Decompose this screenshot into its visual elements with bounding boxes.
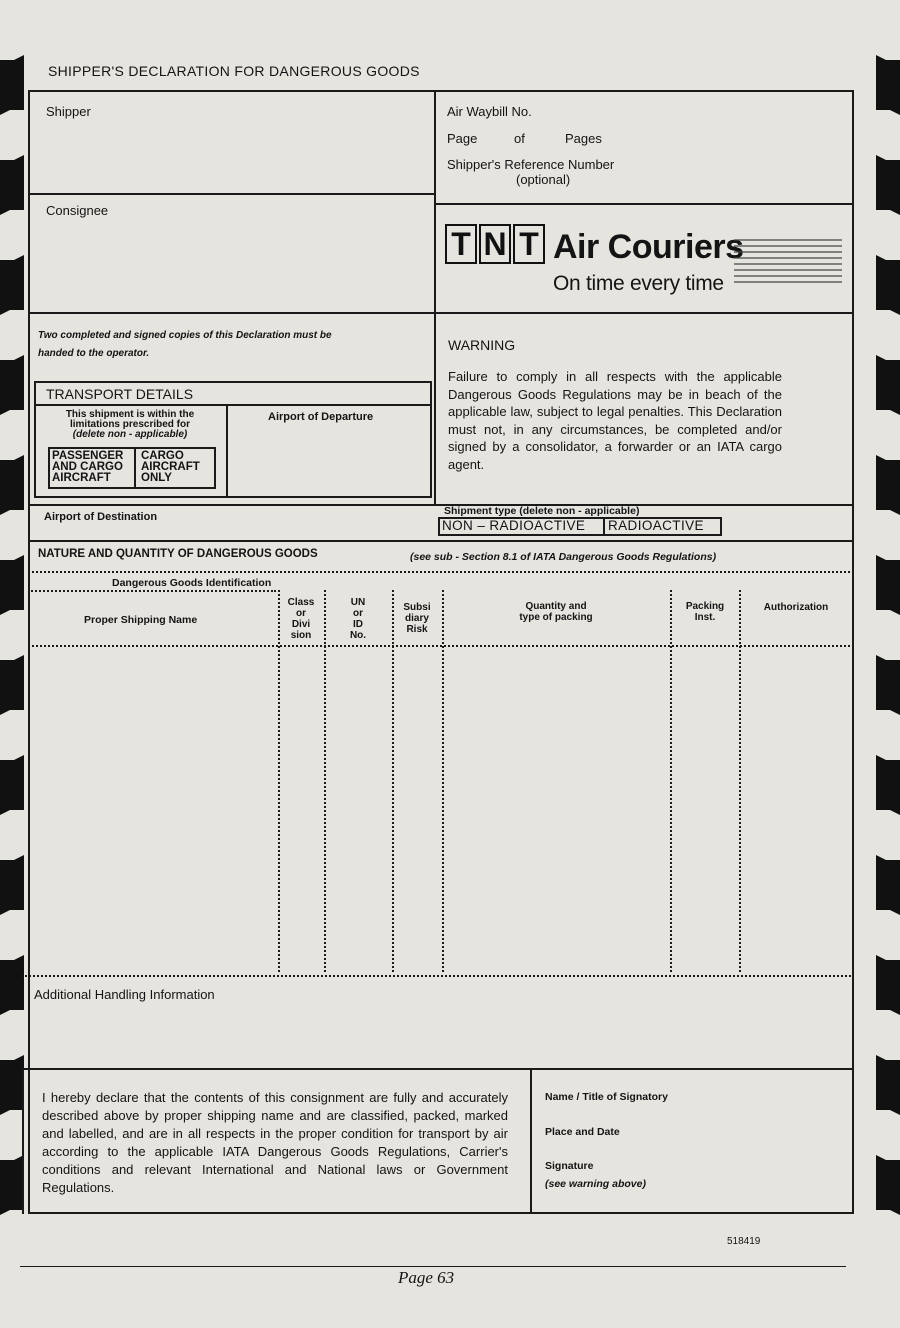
additional-handling-label: Additional Handling Information: [34, 987, 215, 1002]
place-date-field[interactable]: [540, 1140, 840, 1158]
see-sub-section: (see sub - Section 8.1 of IATA Dangerous Goods Regulations): [410, 551, 717, 563]
dg-identification-label: Dangerous Goods Identification: [112, 577, 272, 589]
col-quantity-1: Quantity and: [525, 601, 587, 612]
declaration-top-line: [22, 1068, 854, 1070]
logo-speed-lines-icon: [734, 234, 842, 290]
col-un-3: ID: [353, 619, 363, 630]
page-number: Page 63: [398, 1268, 455, 1287]
logo-letter-t2: T: [513, 224, 545, 264]
passenger-line1: PASSENGER: [52, 450, 124, 462]
signature-label: Signature: [545, 1160, 594, 1172]
name-title-field[interactable]: [540, 1104, 840, 1122]
col-un-2: or: [353, 608, 363, 619]
air-waybill-label: Air Waybill No.: [447, 104, 532, 119]
nature-quantity-label: NATURE AND QUANTITY OF DANGEROUS GOODS: [38, 548, 318, 560]
col-authorization: Authorization: [763, 602, 829, 613]
passenger-line3: AIRCRAFT: [52, 472, 111, 484]
additional-handling-field[interactable]: [30, 1005, 852, 1065]
airport-destination-field[interactable]: [230, 508, 430, 538]
airport-departure-field[interactable]: [230, 428, 430, 494]
col-class-4: sion: [290, 630, 312, 641]
col-class-1: Class: [287, 597, 315, 608]
dg-header-dotted-line: [28, 571, 854, 573]
see-warning-label: (see warning above): [545, 1178, 646, 1190]
logo-letter-n: N: [479, 224, 511, 264]
limitations-line1: This shipment is within the: [65, 409, 195, 420]
logo-letter-t1: T: [445, 224, 477, 264]
col-proper-shipping-name: Proper Shipping Name: [84, 614, 198, 626]
consignee-label: Consignee: [46, 203, 109, 218]
shipper-consignee-line: [28, 193, 434, 195]
nature-top-line: [28, 540, 854, 542]
dangerous-goods-entry-area[interactable]: [30, 648, 852, 970]
shipment-type-label: Shipment type (delete non - applicable): [444, 505, 640, 517]
name-title-label: Name / Title of Signatory: [545, 1091, 668, 1103]
cargo-line3: ONLY: [141, 472, 172, 484]
transport-divider: [226, 404, 228, 498]
dg-columns-dotted-line: [28, 645, 854, 647]
limitations-line3: (delete non - applicable): [72, 429, 188, 440]
declaration-left-edge: [22, 1068, 24, 1214]
shipper-reference-label: Shipper's Reference Number: [447, 157, 615, 172]
col-subsidiary-1: Subsi: [403, 602, 431, 613]
passenger-line2: AND CARGO: [52, 461, 123, 473]
non-radioactive-option[interactable]: NON – RADIOACTIVE: [442, 518, 586, 533]
col-un-1: UN: [350, 597, 366, 608]
signature-field[interactable]: [640, 1160, 840, 1194]
col-packing-2: Inst.: [694, 612, 716, 623]
warning-heading: WARNING: [448, 337, 516, 353]
airport-destination-label: Airport of Destination: [44, 511, 158, 523]
shipment-type-divider: [603, 517, 605, 536]
col-quantity-2: type of packing: [519, 612, 593, 623]
of-label: of: [514, 131, 525, 146]
footer-rule: [20, 1266, 846, 1267]
copies-note-line2: handed to the operator.: [38, 348, 150, 359]
col-packing-1: Packing: [685, 601, 725, 612]
warning-text: Failure to comply in all respects with the applicable Dangerous Goods Regulations may be in beach of the applicable law, subject to legal penalties. This Declaration must not, in any circumstances, be completed and/or signed by a consolidator, a forwarder or an IATA cargo agent.: [448, 369, 782, 472]
destination-top-line: [28, 504, 854, 506]
col-subsidiary-3: Risk: [406, 624, 428, 635]
radioactive-option[interactable]: RADIOACTIVE: [608, 518, 704, 533]
optional-label: (optional): [516, 172, 571, 187]
right-hazard-stripes: [876, 0, 900, 1328]
additional-handling-dotted-line: [22, 975, 854, 977]
airport-departure-label: Airport of Departure: [268, 411, 374, 423]
place-date-label: Place and Date: [545, 1126, 620, 1138]
copies-note-line1: Two completed and signed copies of this Declaration must be: [38, 330, 332, 341]
shipper-field[interactable]: [30, 120, 432, 190]
waybill-logo-line: [434, 203, 854, 205]
logo-brand: Air Couriers: [553, 228, 744, 266]
dg-identification-dotted-line: [28, 590, 276, 592]
left-hazard-stripes: [0, 0, 24, 1328]
aircraft-type-divider: [134, 447, 136, 489]
limitations-line2: limitations prescribed for: [69, 419, 191, 430]
form-title: SHIPPER'S DECLARATION FOR DANGEROUS GOODS: [48, 63, 420, 79]
transport-details-label: TRANSPORT DETAILS: [46, 386, 194, 402]
transport-header-line: [34, 404, 432, 406]
cargo-line2: AIRCRAFT: [141, 461, 200, 473]
consignee-bottom-line: [28, 312, 854, 314]
declaration-divider: [530, 1068, 532, 1214]
consignee-field[interactable]: [30, 220, 432, 310]
col-class-2: or: [296, 608, 306, 619]
declaration-text: I hereby declare that the contents of this consignment are fully and accurately described above by proper shipping name and are classified, packed, marked and labelled, and are in all respects in the proper condition for transport by air according to the applicable IATA Dangerous Goods Regulations, Carrier's conditions and relevant International and National laws or Government Regulations.: [42, 1090, 508, 1195]
logo-tagline: On time every time: [553, 272, 724, 295]
page-label: Page: [447, 131, 478, 146]
form-number: 518419: [727, 1236, 761, 1247]
col-class-3: Divi: [291, 619, 311, 630]
col-un-4: No.: [349, 630, 367, 641]
top-divider: [434, 90, 436, 506]
col-subsidiary-2: diary: [405, 613, 429, 624]
shipper-label: Shipper: [46, 104, 91, 119]
pages-label: Pages: [565, 131, 602, 146]
cargo-line1: CARGO: [141, 450, 184, 462]
